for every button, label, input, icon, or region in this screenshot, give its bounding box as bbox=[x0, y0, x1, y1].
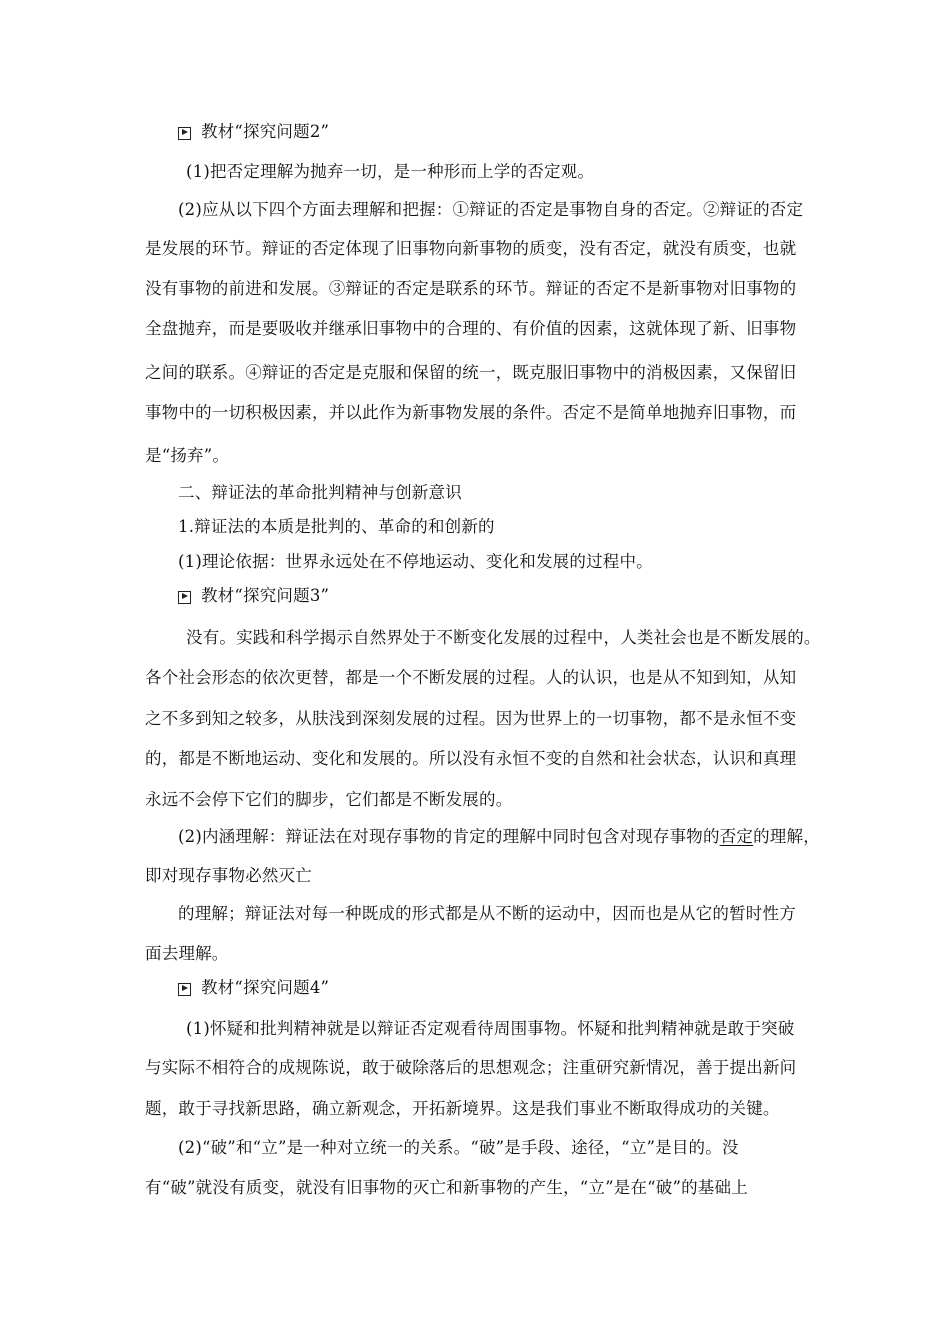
heading-text: 教材“探究问题2” bbox=[201, 122, 330, 141]
heading-text: 教材“探究问题3” bbox=[201, 586, 330, 605]
paragraph-line: 事物中的一切积极因素，并以此作为新事物发展的条件。否定不是简单地抛弃旧事物，而 bbox=[145, 403, 797, 422]
paragraph-line: (1)把否定理解为抛弃一切，是一种形而上学的否定观。 bbox=[186, 162, 595, 181]
paragraph-line: 永远不会停下它们的脚步，它们都是不断发展的。 bbox=[145, 790, 513, 809]
paragraph-line: 有“破”就没有质变，就没有旧事物的灭亡和新事物的产生，“立”是在“破”的基础上 bbox=[145, 1178, 748, 1197]
section-heading-question-2 bbox=[178, 122, 329, 142]
play-icon bbox=[178, 983, 191, 996]
paragraph-line bbox=[178, 827, 820, 847]
paragraph-line: 题，敢于寻找新思路，确立新观念，开拓新境界。这是我们事业不断取得成功的关键。 bbox=[145, 1099, 780, 1118]
section-heading-question-4 bbox=[178, 978, 329, 998]
paragraph-line: (2)“破”和“立”是一种对立统一的关系。“破”是手段、途径，“立”是目的。没 bbox=[178, 1138, 739, 1157]
paragraph-line: 的，都是不断地运动、变化和发展的。所以没有永恒不变的自然和社会状态，认识和真理 bbox=[145, 749, 797, 768]
paragraph-line: 全盘抛弃，而是要吸收并继承旧事物中的合理的、有价值的因素，这就体现了新、旧事物 bbox=[145, 319, 797, 338]
paragraph-line: (1)理论依据：世界永远处在不停地运动、变化和发展的过程中。 bbox=[178, 552, 653, 571]
text-run: (2)内涵理解：辩证法在对现存事物的肯定的理解中同时包含对现存事物的 bbox=[178, 827, 720, 846]
paragraph-line: 与实际不相符合的成规陈说，敢于破除落后的思想观念；注重研究新情况，善于提出新问 bbox=[145, 1058, 797, 1077]
paragraph-line: 的理解；辩证法对每一种既成的形式都是从不断的运动中，因而也是从它的暂时性方 bbox=[178, 904, 796, 923]
paragraph-line: 是“扬弃”。 bbox=[145, 446, 230, 465]
underlined-term: 否定 bbox=[719, 827, 754, 846]
paragraph-line: 面去理解。 bbox=[145, 944, 229, 963]
play-icon bbox=[178, 591, 191, 604]
paragraph-line: 之间的联系。④辩证的否定是克服和保留的统一，既克服旧事物中的消极因素，又保留旧 bbox=[145, 363, 797, 382]
heading-text: 教材“探究问题4” bbox=[201, 978, 330, 997]
paragraph-line: 是发展的环节。辩证的否定体现了旧事物向新事物的质变，没有否定，就没有质变，也就 bbox=[145, 239, 797, 258]
sub-title: 1.辩证法的本质是批判的、革命的和创新的 bbox=[178, 517, 495, 536]
paragraph-line: 没有事物的前进和发展。③辩证的否定是联系的环节。辩证的否定不是新事物对旧事物的 bbox=[145, 279, 797, 298]
text-run: 的理解， bbox=[753, 827, 820, 846]
paragraph-line: 之不多到知之较多，从肤浅到深刻发展的过程。因为世界上的一切事物，都不是永恒不变 bbox=[145, 709, 797, 728]
section-title: 二、辩证法的革命批判精神与创新意识 bbox=[178, 483, 462, 502]
paragraph-line: (2)应从以下四个方面去理解和把握：①辩证的否定是事物自身的否定。②辩证的否定 bbox=[178, 200, 804, 219]
paragraph-line: 各个社会形态的依次更替，都是一个不断发展的过程。人的认识，也是从不知到知，从知 bbox=[145, 668, 797, 687]
paragraph-line: (1)怀疑和批判精神就是以辩证否定观看待周围事物。怀疑和批判精神就是敢于突破 bbox=[186, 1019, 795, 1038]
paragraph-line: 没有。实践和科学揭示自然界处于不断变化发展的过程中，人类社会也是不断发展的。 bbox=[186, 628, 821, 647]
play-icon bbox=[178, 127, 191, 140]
paragraph-line: 即对现存事物必然灭亡 bbox=[145, 866, 312, 885]
section-heading-question-3 bbox=[178, 586, 329, 606]
